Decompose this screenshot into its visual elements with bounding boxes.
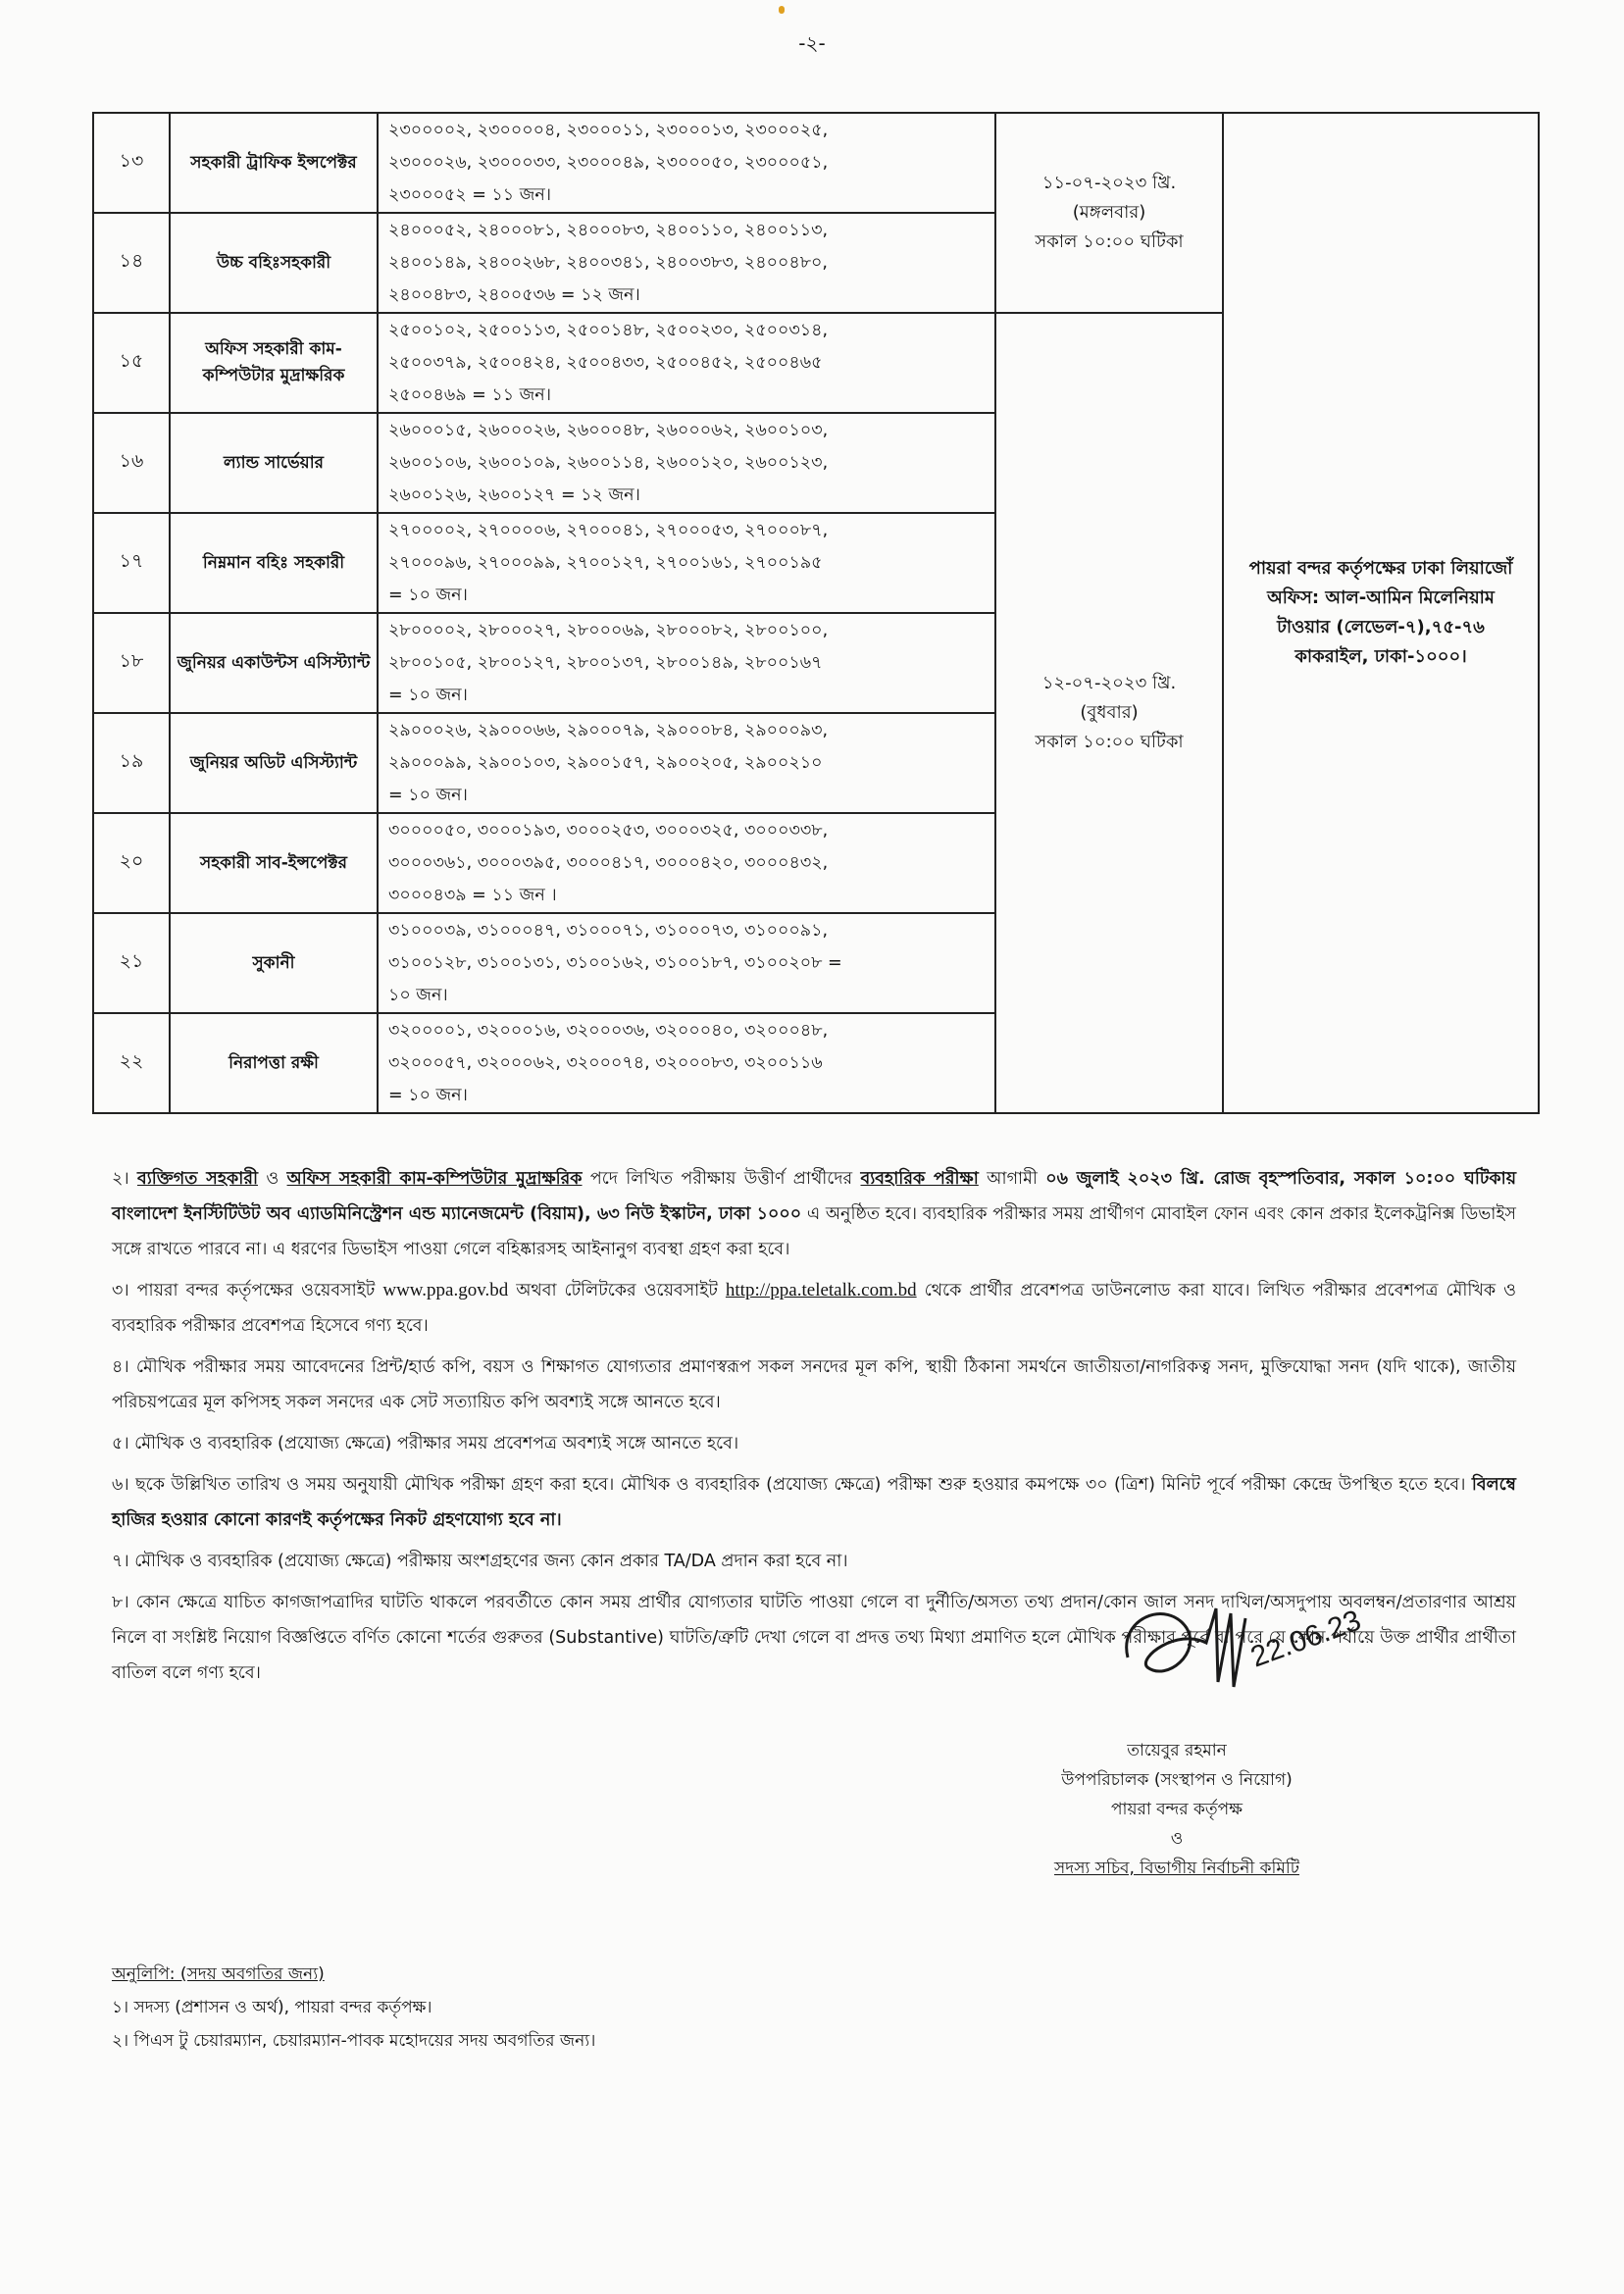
note-3-text-2: অথবা টেলিটকের ওয়েবসাইট <box>508 1281 726 1300</box>
roll-line: = ১০ জন। <box>388 585 468 605</box>
serial-cell: ১৭ <box>93 513 170 613</box>
roll-line: ২৭০০০০২, ২৭০০০০৬, ২৭০০০৪১, ২৭০০০৫৩, ২৭০০০৮৭, <box>388 520 829 540</box>
roll-numbers-cell <box>378 813 995 913</box>
exam-schedule-table <box>92 112 1540 1114</box>
roll-line: ২৭০০০৯৬, ২৭০০০৯৯, ২৭০০১২৭, ২৭০০১৬১, ২৭০০১৯৫ <box>388 552 823 573</box>
signatory-role <box>981 1854 1373 1883</box>
roll-line: ৩২০০০৫৭, ৩২০০০৬২, ৩২০০০৭৪, ৩২০০০৮৩, ৩২০০১১৬ <box>388 1052 823 1073</box>
post-cell: সহকারী ট্রাফিক ইন্সপেক্টর <box>170 113 378 213</box>
copy-item: ১। সদস্য (প্রশাসন ও অর্থ), পায়রা বন্দর কর্তৃপক্ষ। <box>112 1998 432 2017</box>
roll-line: ২৮০০১০৫, ২৮০০১২৭, ২৮০০১৩৭, ২৮০০১৪৯, ২৮০০১৬৭ <box>388 652 823 673</box>
serial-cell: ২২ <box>93 1013 170 1113</box>
post-cell: জুনিয়র অডিট এসিস্ট্যান্ট <box>170 713 378 813</box>
post-cell: সহকারী সাব-ইন্সপেক্টর <box>170 813 378 913</box>
roll-line: ৩১০০০৩৯, ৩১০০০৪৭, ৩১০০০৭১, ৩১০০০৭৩, ৩১০০০৯১, <box>388 920 829 941</box>
signatory-role-text: সদস্য সচিব, বিভাগীয় নির্বাচনী কমিটি <box>1054 1859 1299 1878</box>
roll-numbers-cell <box>378 913 995 1013</box>
ink-dot <box>779 6 785 14</box>
roll-line: ৩১০০১২৮, ৩১০০১৩১, ৩১০০১৬২, ৩১০০১৮৭, ৩১০০২০৮ = <box>388 952 842 973</box>
copy-list <box>112 1958 595 2058</box>
roll-numbers-cell <box>378 113 995 213</box>
note-2-post-1: ব্যক্তিগত সহকারী <box>136 1169 258 1189</box>
note-5: ৫। মৌখিক ও ব্যবহারিক (প্রযোজ্য ক্ষেত্রে) পরীক্ষার সময় প্রবেশপত্র অবশ্যই সঙ্গে আনতে হবে। <box>112 1434 739 1453</box>
serial-cell: ১৯ <box>93 713 170 813</box>
date-line: (বুধবার) <box>1080 702 1139 723</box>
post-cell: অফিস সহকারী কাম-কম্পিউটার মুদ্রাক্ষরিক <box>170 313 378 413</box>
note-2-and: ও <box>257 1169 287 1189</box>
serial-cell: ১৩ <box>93 113 170 213</box>
note-2-post-2: অফিস সহকারী কাম-কম্পিউটার মুদ্রাক্ষরিক <box>286 1169 583 1189</box>
roll-line: = ১০ জন। <box>388 785 468 805</box>
date-line: ১১-০৭-২০২৩ খ্রি. <box>1041 173 1177 193</box>
note-3-text-1: ৩। পায়রা বন্দর কর্তৃপক্ষের ওয়েবসাইট <box>112 1281 383 1300</box>
serial-cell: ২১ <box>93 913 170 1013</box>
roll-line: ৩০০০০৫০, ৩০০০১৯৩, ৩০০০২৫৩, ৩০০০৩২৫, ৩০০০৩৩৮, <box>388 820 829 841</box>
note-3-text-3: থেকে প্রার্থীর প্রবেশপত্র ডাউনলোড করা যাবে। লিখিত পরীক্ষার প্রবেশপত্র মৌখিক ও ব্যবহারিক পরীক্ষার প্রবেশপত্র হিসেবে গণ্য হবে। <box>112 1281 1516 1336</box>
roll-line: ২৩০০০২৬, ২৩০০০৩৩, ২৩০০০৪৯, ২৩০০০৫০, ২৩০০০৫১, <box>388 152 829 173</box>
roll-line: ২৩০০০৫২ = ১১ জন। <box>388 184 552 205</box>
date-line: সকাল ১০:০০ ঘটিকা <box>1035 231 1184 252</box>
venue-cell: পায়রা বন্দর কর্তৃপক্ষের ঢাকা লিয়াজোঁ অফিস: আল-আমিন মিলেনিয়াম টাওয়ার (লেভেল-৭),৭৫-৭৬ কাকরাইল, ঢাকা-১০০০। <box>1223 113 1539 1113</box>
signatory-and: ও <box>1170 1829 1184 1849</box>
note-6-text: ৬। ছকে উল্লিখিত তারিখ ও সময় অনুযায়ী মৌখিক পরীক্ষা গ্রহণ করা হবে। মৌখিক ও ব্যবহারিক (প্রযোজ্য ক্ষেত্রে) পরীক্ষা শুরু হওয়ার কমপক্ষে ৩০ (ত্রিশ) মিনিট পূর্বে পরীক্ষা কেন্দ্রে উপস্থিত হতে হবে। <box>112 1475 1472 1495</box>
serial-cell: ১৮ <box>93 613 170 713</box>
roll-numbers-cell <box>378 513 995 613</box>
roll-numbers-cell <box>378 213 995 313</box>
table-row <box>93 113 1539 213</box>
signature-mark <box>1108 1589 1402 1707</box>
roll-numbers-cell <box>378 1013 995 1113</box>
serial-cell: ১৫ <box>93 313 170 413</box>
post-cell: নিম্নমান বহিঃ সহকারী <box>170 513 378 613</box>
note-2-num: ২। <box>112 1169 137 1189</box>
note-2 <box>112 1161 1516 1267</box>
post-cell: জুনিয়র একাউন্টস এসিস্ট্যান্ট <box>170 613 378 713</box>
interview-date-cell <box>995 313 1223 1113</box>
roll-line: ২৪০০০৫২, ২৪০০০৮১, ২৪০০০৮৩, ২৪০০১১০, ২৪০০১১৩, <box>388 220 829 240</box>
serial-cell: ২০ <box>93 813 170 913</box>
post-cell: ল্যান্ড সার্ভেয়ার <box>170 413 378 513</box>
page-number: -২- <box>798 31 826 55</box>
roll-line: ২৯০০০৯৯, ২৯০০১০৩, ২৯০০১৫৭, ২৯০০২০৫, ২৯০০২১০ <box>388 752 823 773</box>
note-6-emphasis: বিলম্বে হাজির হওয়ার কোনো কারণই কর্তৃপক্ষের নিকট গ্রহণযোগ্য হবে না। <box>112 1475 1516 1530</box>
note-2-practical: ব্যবহারিক পরীক্ষা <box>860 1169 979 1189</box>
roll-line: ২৪০০১৪৯, ২৪০০২৬৮, ২৪০০৩৪১, ২৪০০৩৮৩, ২৪০০৪৮০, <box>388 252 828 273</box>
roll-line: ২৬০০০১৫, ২৬০০০২৬, ২৬০০০৪৮, ২৬০০০৬২, ২৬০০১০৩, <box>388 420 829 440</box>
roll-line: = ১০ জন। <box>388 1085 468 1105</box>
roll-line: ৩২০০০০১, ৩২০০০১৬, ৩২০০০৩৬, ৩২০০০৪০, ৩২০০০৪৮, <box>388 1020 829 1041</box>
table-body <box>93 113 1539 1113</box>
serial-cell: ১৬ <box>93 413 170 513</box>
note-3 <box>112 1273 1516 1344</box>
roll-line: = ১০ জন। <box>388 685 468 705</box>
note-2-text-1: পদে লিখিত পরীক্ষায় উত্তীর্ণ প্রার্থীদের <box>582 1169 861 1189</box>
signatory-designation: উপপরিচালক (সংস্থাপন ও নিয়োগ) <box>1061 1770 1293 1790</box>
signatory-name: তায়েবুর রহমান <box>1127 1741 1227 1760</box>
roll-numbers-cell <box>378 413 995 513</box>
signatory-org: পায়রা বন্দর কর্তৃপক্ষ <box>1111 1800 1243 1819</box>
roll-line: ৩০০০৩৬১, ৩০০০৩৯৫, ৩০০০৪১৭, ৩০০০৪২০, ৩০০০৪৩২, <box>388 852 829 873</box>
note-7: ৭। মৌখিক ও ব্যবহারিক (প্রযোজ্য ক্ষেত্রে) পরীক্ষায় অংশগ্রহণের জন্য কোন প্রকার TA/DA প্রদান করা হবে না। <box>112 1552 848 1571</box>
post-cell: সুকানী <box>170 913 378 1013</box>
roll-numbers-cell <box>378 613 995 713</box>
roll-line: ২৮০০০০২, ২৮০০০২৭, ২৮০০০৬৯, ২৮০০০৮২, ২৮০০১০০, <box>388 620 829 640</box>
website-link-teletalk[interactable]: http://ppa.teletalk.com.bd <box>725 1280 917 1300</box>
roll-line: ২৫০০১০২, ২৫০০১১৩, ২৫০০১৪৮, ২৫০০২৩০, ২৫০০৩১৪, <box>388 320 829 340</box>
roll-line: ১০ জন। <box>388 985 448 1005</box>
note-8: ৮। কোন ক্ষেত্রে যাচিত কাগজাপত্রাদির ঘাটতি থাকলে পরবর্তীতে কোন সময় প্রার্থীর যোগ্যতার ঘাটতি পাওয়া গেলে বা দুর্নীতি/অসত্য তথ্য প্রদান/কোন জাল সনদ দাখিল/অসদুপায় অবলম্বন/প্রতারণার আশ্রয় নিলে বা সংশ্লিষ্ট নিয়োগ বিজ্ঞপ্তিতে বর্ণিত কোনো শর্তের গুরুতর (Substantive) ঘাটতি/ত্রুটি দেখা গেলে বা প্রদত্ত তথ্য মিথ্যা প্রমাণিত হলে মৌখিক পরীক্ষার পূর্বে বা পরে যে কোন পর্যায়ে উক্ত প্রার্থীর প্রার্থীতা বাতিল বলে গণ্য হবে। <box>112 1593 1516 1683</box>
roll-line: ২৯০০০২৬, ২৯০০০৬৬, ২৯০০০৭৯, ২৯০০০৮৪, ২৯০০০৯৩, <box>388 720 829 740</box>
note-2-text-3: এ অনুষ্ঠিত হবে। ব্যবহারিক পরীক্ষার সময় প্রার্থীগণ মোবাইল ফোন এবং কোন প্রকার ইলেকট্রনিক্স ডিভাইস সঙ্গে রাখতে পারবে না। এ ধরণের ডিভাইস পাওয়া গেলে বহিষ্কারসহ আইনানুগ ব্যবস্থা গ্রহণ করা হবে। <box>112 1204 1516 1259</box>
roll-line: ২৬০০১০৬, ২৬০০১০৯, ২৬০০১১৪, ২৬০০১২০, ২৬০০১২৩, <box>388 452 829 473</box>
interview-date-cell <box>995 113 1223 313</box>
roll-line: ২৪০০৪৮৩, ২৪০০৫৩৬ = ১২ জন। <box>388 284 640 305</box>
note-2-text-2: আগামী <box>978 1169 1046 1189</box>
note-4: ৪। মৌখিক পরীক্ষার সময় আবেদনের প্রিন্ট/হার্ড কপি, বয়স ও শিক্ষাগত যোগ্যতার প্রমাণস্বরূপ সকল সনদের মূল কপি, স্থায়ী ঠিকানা সমর্থনে জাতীয়তা/নাগরিকত্ব সনদ, মুক্তিযোদ্ধা সনদ (যদি থাকে), জাতীয় পরিচয়পত্রের মূল কপিসহ সকল সনদের এক সেট সত্যায়িত কপি অবশ্যই সঙ্গে আনতে হবে। <box>112 1357 1516 1412</box>
post-cell: নিরাপত্তা রক্ষী <box>170 1013 378 1113</box>
roll-line: ২৫০০৩৭৯, ২৫০০৪২৪, ২৫০০৪৩৩, ২৫০০৪৫২, ২৫০০৪৬৫ <box>388 352 823 373</box>
post-cell: উচ্চ বহিঃসহকারী <box>170 213 378 313</box>
roll-numbers-cell <box>378 313 995 413</box>
roll-line: ২৫০০৪৬৯ = ১১ জন। <box>388 384 552 405</box>
note-2-date-venue: ০৬ জুলাই ২০২৩ খ্রি. রোজ বৃহস্পতিবার, সকাল ১০:০০ ঘটিকায় বাংলাদেশ ইনস্টিটিউট অব এ্যাডমিনিস্ট্রেশন এন্ড ম্যানেজমেন্ট (বিয়াম), ৬৩ নিউ ইস্কাটন, ঢাকা ১০০০ <box>112 1169 1517 1224</box>
serial-cell: ১৪ <box>93 213 170 313</box>
copy-item: ২। পিএস টু চেয়ারম্যান, চেয়ারম্যান-পাবক মহোদয়ের সদয় অবগতির জন্য। <box>112 2031 596 2051</box>
roll-line: ৩০০০৪৩৯ = ১১ জন । <box>388 885 557 905</box>
copy-heading: অনুলিপি: (সদয় অবগতির জন্য) <box>112 1964 325 1984</box>
website-link-ppa[interactable]: www.ppa.gov.bd <box>382 1280 509 1300</box>
signature-date: 22.06.23 <box>1246 1604 1366 1674</box>
date-line: (মঙ্গলবার) <box>1072 202 1146 223</box>
roll-line: ২৩০০০০২, ২৩০০০০৪, ২৩০০০১১, ২৩০০০১৩, ২৩০০০২৫, <box>388 120 829 140</box>
signature-block <box>981 1604 1373 1883</box>
roll-numbers-cell <box>378 713 995 813</box>
roll-line: ২৬০০১২৬, ২৬০০১২৭ = ১২ জন। <box>388 484 640 505</box>
date-line: ১২-০৭-২০২৩ খ্রি. <box>1041 673 1177 693</box>
date-line: সকাল ১০:০০ ঘটিকা <box>1035 732 1184 752</box>
note-6 <box>112 1467 1516 1538</box>
